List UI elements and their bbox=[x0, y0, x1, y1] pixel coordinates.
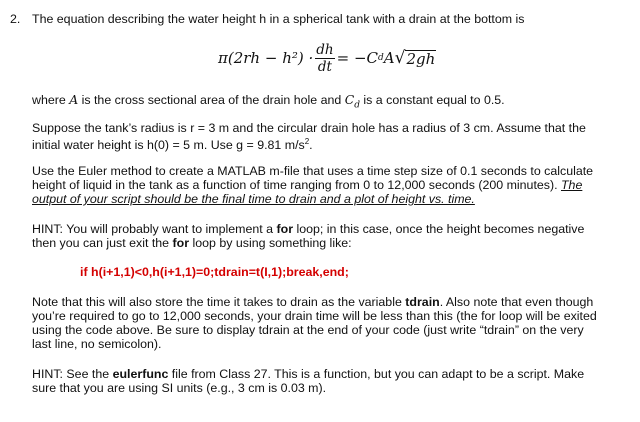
hint1-line-1: HINT: You will probably want to implement a for loop; in this case, once the height becomes negative bbox=[32, 222, 585, 236]
problem-number: 2. bbox=[10, 12, 21, 26]
note-line-1: Note that this will also store the time it takes to drain as the variable tdrain. Also note that even though bbox=[32, 295, 594, 309]
code-snippet: if h(i+1,1)<0,h(i+1,1)=0;tdrain=t(I,1);break,end; bbox=[80, 265, 349, 279]
hint2-line-2: sure that you are using SI units (e.g., 3 cm is 0.03 m). bbox=[32, 381, 327, 395]
underlined-requirement: output of your script should be the final time to drain and a plot of height vs. time. bbox=[32, 192, 475, 206]
eq-area: A bbox=[383, 49, 395, 67]
eq-cd-sub: d bbox=[378, 53, 384, 63]
eq-derivative bbox=[315, 42, 334, 75]
eq-radicand: 2gh bbox=[406, 49, 436, 68]
var-Cd: C bbox=[344, 92, 355, 107]
note-line-2: you’re required to go to 12,000 seconds, your drain time will be less than this (the for loop will be exited bbox=[32, 309, 597, 323]
euler-line-1: Use the Euler method to create a MATLAB m-file that uses a time step size of 0.1 seconds to calculate bbox=[32, 164, 594, 178]
underlined-requirement-start: The bbox=[560, 178, 583, 192]
drain-equation bbox=[218, 37, 436, 79]
where-line: where A is the cross sectional area of the drain hole and $C_d$ is a constant equal to 0.5. bbox=[32, 92, 505, 111]
suppose-line-2: initial water height is h(0) = 5 m. Use g = 9.81 $m/s^2$. bbox=[32, 137, 313, 153]
note-line-3: using the code above. Be sure to display tdrain at the end of your code (just write “tdrain” on the very bbox=[32, 323, 584, 337]
eq-dot: · bbox=[308, 49, 314, 67]
eq-frac-denominator: dt bbox=[317, 58, 332, 75]
eq-frac-numerator: dh bbox=[316, 41, 334, 58]
eq-equals: = − bbox=[336, 49, 367, 67]
problem-intro: The equation describing the water height h in a spherical tank with a drain at the bottom is bbox=[32, 12, 525, 26]
hint1-line-2: then you can just exit the for loop by using something like: bbox=[32, 236, 352, 250]
eq-pi: π bbox=[218, 49, 228, 67]
euler-line-2: height of liquid in the tank as a function of time ranging from 0 to 12,000 seconds (200 minutes). The bbox=[32, 178, 583, 192]
eq-radical-sign: √ bbox=[394, 47, 406, 68]
note-line-4: last line, no semicolon). bbox=[32, 337, 162, 351]
var-A: A bbox=[69, 92, 79, 107]
suppose-line-1: Suppose the tank’s radius is r = 3 m and the circular drain hole has a radius of 3 cm. Assume that the bbox=[32, 121, 586, 135]
eq-cd: C bbox=[366, 49, 379, 67]
eq-sqrt bbox=[395, 49, 437, 68]
euler-line-3 bbox=[32, 192, 475, 206]
eq-lhs-paren: (2rh − h²) bbox=[227, 49, 304, 67]
hint2-line-1: HINT: See the eulerfunc file from Class 27. This is a function, but you can adapt to be a script. Make bbox=[32, 367, 585, 381]
